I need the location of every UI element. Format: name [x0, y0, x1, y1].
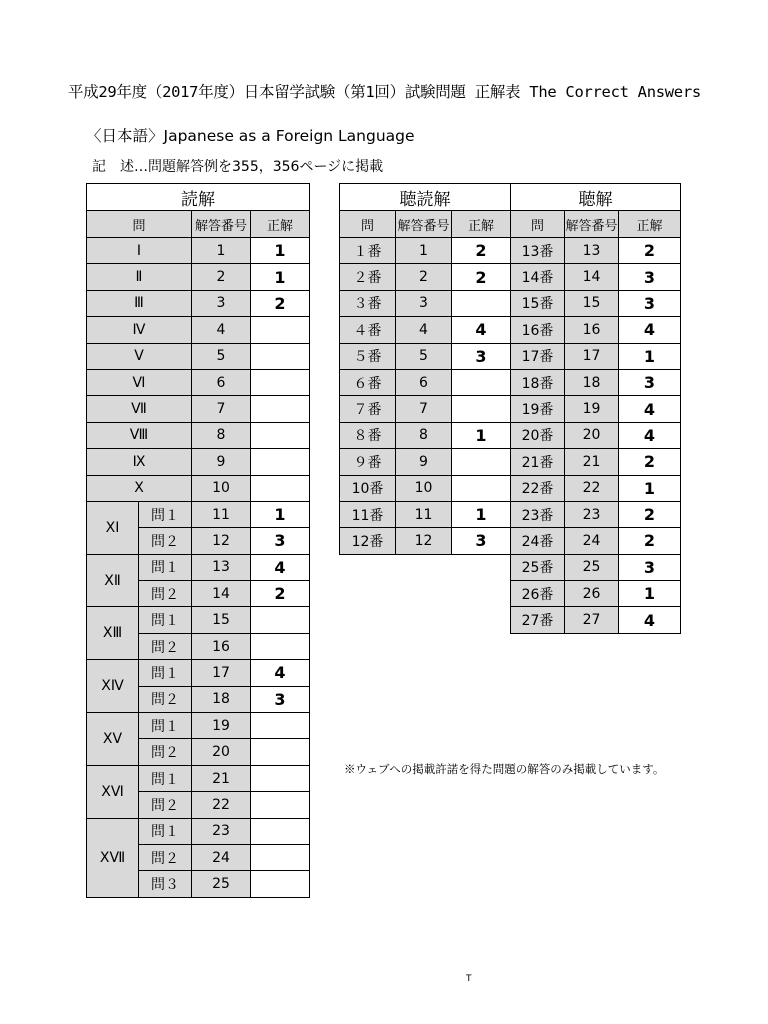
answer-number: 6: [192, 369, 251, 395]
table-row: [340, 290, 681, 316]
correct-answer: 4: [619, 422, 681, 448]
correct-answer: [251, 818, 310, 844]
question-label: 19番: [511, 396, 565, 422]
header-answer-number: 解答番号: [192, 211, 251, 238]
question-label: Ⅳ: [87, 317, 192, 343]
reading-title: 読解: [87, 184, 310, 211]
question-label: Ⅹ: [87, 475, 192, 501]
question-label: 14番: [511, 264, 565, 290]
question-label: 22番: [511, 475, 565, 501]
correct-answer: 2: [452, 264, 511, 290]
header-answer-number: 解答番号: [396, 211, 452, 238]
table-row: [87, 238, 310, 264]
question-label: 27番: [511, 607, 565, 633]
correct-answer: [251, 633, 310, 659]
sub-question-label: 問３: [139, 871, 192, 897]
page-mark: T: [466, 974, 472, 984]
table-row: [87, 660, 310, 686]
question-label: ５番: [340, 343, 396, 369]
sub-question-label: 問１: [139, 660, 192, 686]
question-label: 25番: [511, 554, 565, 580]
question-label: ６番: [340, 369, 396, 395]
table-row: [340, 475, 681, 501]
correct-answer: [251, 713, 310, 739]
question-label: Ⅵ: [87, 369, 192, 395]
answer-number: 7: [192, 396, 251, 422]
correct-answer: 2: [452, 238, 511, 264]
reading-answer-table: [86, 183, 310, 898]
table-row: [340, 343, 681, 369]
correct-answer: 1: [452, 501, 511, 527]
question-label: 20番: [511, 422, 565, 448]
correct-answer: 3: [619, 264, 681, 290]
correct-answer: 2: [251, 290, 310, 316]
answer-number: 27: [565, 607, 619, 633]
answer-number: 18: [192, 686, 251, 712]
correct-answer: 2: [251, 581, 310, 607]
correct-answer: [452, 290, 511, 316]
table-row: [87, 818, 310, 844]
header-answer-number: 解答番号: [565, 211, 619, 238]
section-heading: 〈日本語〉Japanese as a Foreign Language: [86, 127, 415, 145]
correct-answer: 3: [619, 290, 681, 316]
answer-number: 22: [565, 475, 619, 501]
answer-number: 26: [565, 581, 619, 607]
question-label: 10番: [340, 475, 396, 501]
question-label: ４番: [340, 317, 396, 343]
table-row: [340, 422, 681, 448]
answer-number: 3: [396, 290, 452, 316]
answer-number: 25: [192, 871, 251, 897]
answer-number: 13: [565, 238, 619, 264]
empty-cell: [340, 607, 511, 633]
answer-number: 15: [192, 607, 251, 633]
correct-answer: 2: [619, 238, 681, 264]
question-label: Ⅶ: [87, 396, 192, 422]
answer-number: 20: [565, 422, 619, 448]
question-label: Ⅷ: [87, 422, 192, 448]
correct-answer: [251, 396, 310, 422]
reading-header-row: [87, 211, 310, 238]
table-row: [87, 713, 310, 739]
answer-number: 8: [396, 422, 452, 448]
answer-number: 3: [192, 290, 251, 316]
answer-number: 21: [565, 449, 619, 475]
table-row: [87, 765, 310, 791]
table-row: [87, 501, 310, 527]
sub-question-label: 問１: [139, 501, 192, 527]
answer-number: 17: [565, 343, 619, 369]
question-group-label: ⅩⅡ: [87, 554, 139, 607]
correct-answer: 4: [619, 317, 681, 343]
answer-number: 13: [192, 554, 251, 580]
correct-answer: 4: [619, 396, 681, 422]
answer-number: 5: [192, 343, 251, 369]
question-label: Ⅰ: [87, 238, 192, 264]
answer-number: 1: [396, 238, 452, 264]
correct-answer: [251, 607, 310, 633]
answer-number: 21: [192, 765, 251, 791]
correct-answer: [452, 449, 511, 475]
answer-number: 24: [192, 844, 251, 870]
question-label: 12番: [340, 528, 396, 554]
table-row: [340, 554, 681, 580]
sub-question-label: 問１: [139, 554, 192, 580]
question-group-label: ⅩⅣ: [87, 660, 139, 713]
answer-number: 23: [192, 818, 251, 844]
question-group-label: ⅩⅥ: [87, 765, 139, 818]
correct-answer: 3: [619, 554, 681, 580]
sub-question-label: 問１: [139, 765, 192, 791]
correct-answer: 1: [619, 343, 681, 369]
answer-number: 4: [396, 317, 452, 343]
correct-answer: 4: [452, 317, 511, 343]
table-row: [87, 396, 310, 422]
answer-number: 2: [192, 264, 251, 290]
question-label: Ⅲ: [87, 290, 192, 316]
answer-number: 10: [396, 475, 452, 501]
table-row: [87, 475, 310, 501]
table-row: [340, 501, 681, 527]
question-group-label: ⅩⅢ: [87, 607, 139, 660]
listening-title: 聴解: [511, 184, 681, 211]
correct-answer: [251, 871, 310, 897]
empty-cell: [340, 581, 511, 607]
answer-number: 5: [396, 343, 452, 369]
correct-answer: 1: [619, 475, 681, 501]
correct-answer: 4: [619, 607, 681, 633]
header-question: 問: [87, 211, 192, 238]
question-label: 24番: [511, 528, 565, 554]
correct-answer: [251, 844, 310, 870]
correct-answer: [251, 792, 310, 818]
correct-answer: [452, 475, 511, 501]
question-label: 13番: [511, 238, 565, 264]
question-label: 15番: [511, 290, 565, 316]
answer-number: 18: [565, 369, 619, 395]
correct-answer: 3: [619, 369, 681, 395]
correct-answer: 2: [619, 528, 681, 554]
correct-answer: 3: [452, 528, 511, 554]
question-label: ９番: [340, 449, 396, 475]
header-correct-answer: 正解: [619, 211, 681, 238]
correct-answer: [251, 422, 310, 448]
answer-number: 16: [192, 633, 251, 659]
correct-answer: 3: [251, 686, 310, 712]
written-section-note: 記 述…問題解答例を355，356ページに掲載: [92, 159, 384, 175]
empty-cell: [340, 554, 511, 580]
correct-answer: 2: [619, 449, 681, 475]
answer-number: 14: [192, 581, 251, 607]
question-label: ８番: [340, 422, 396, 448]
reading-table-body: [87, 184, 310, 898]
footnote: ※ウェブへの掲載許諾を得た問題の解答のみ掲載しています。: [344, 762, 665, 776]
answer-number: 22: [192, 792, 251, 818]
question-label: 23番: [511, 501, 565, 527]
sub-question-label: 問１: [139, 713, 192, 739]
correct-answer: [251, 343, 310, 369]
answer-number: 12: [192, 528, 251, 554]
sub-question-label: 問１: [139, 607, 192, 633]
correct-answer: [251, 369, 310, 395]
answer-number: 16: [565, 317, 619, 343]
table-row: [87, 607, 310, 633]
table-row: [340, 528, 681, 554]
table-row: [340, 238, 681, 264]
table-row: [87, 554, 310, 580]
question-label: 11番: [340, 501, 396, 527]
correct-answer: [251, 739, 310, 765]
correct-answer: 1: [251, 238, 310, 264]
answer-number: 19: [192, 713, 251, 739]
correct-answer: 4: [251, 554, 310, 580]
listening-reading-title: 聴読解: [340, 184, 511, 211]
sub-question-label: 問２: [139, 792, 192, 818]
correct-answer: [452, 396, 511, 422]
table-row: [340, 317, 681, 343]
answer-number: 10: [192, 475, 251, 501]
question-label: 21番: [511, 449, 565, 475]
answer-number: 8: [192, 422, 251, 448]
table-row: [87, 343, 310, 369]
correct-answer: [251, 765, 310, 791]
table-row: [340, 396, 681, 422]
correct-answer: [251, 317, 310, 343]
answer-number: 17: [192, 660, 251, 686]
listening-title-row: [340, 184, 681, 211]
answer-number: 12: [396, 528, 452, 554]
question-label: Ⅴ: [87, 343, 192, 369]
table-row: [87, 317, 310, 343]
sub-question-label: 問２: [139, 528, 192, 554]
correct-answer: 2: [619, 501, 681, 527]
table-row: [340, 581, 681, 607]
question-label: ７番: [340, 396, 396, 422]
table-row: [87, 264, 310, 290]
question-label: １番: [340, 238, 396, 264]
question-label: Ⅸ: [87, 449, 192, 475]
question-label: 18番: [511, 369, 565, 395]
answer-number: 20: [192, 739, 251, 765]
header-question: 問: [511, 211, 565, 238]
answer-number: 23: [565, 501, 619, 527]
answer-number: 15: [565, 290, 619, 316]
question-label: 16番: [511, 317, 565, 343]
listening-header-row: [340, 211, 681, 238]
correct-answer: [251, 449, 310, 475]
correct-answer: 1: [619, 581, 681, 607]
header-correct-answer: 正解: [452, 211, 511, 238]
table-row: [340, 264, 681, 290]
sub-question-label: 問１: [139, 818, 192, 844]
answer-number: 7: [396, 396, 452, 422]
sub-question-label: 問２: [139, 686, 192, 712]
question-label: Ⅱ: [87, 264, 192, 290]
answer-number: 14: [565, 264, 619, 290]
question-group-label: ⅩⅠ: [87, 501, 139, 554]
sub-question-label: 問２: [139, 844, 192, 870]
table-row: [87, 369, 310, 395]
answer-number: 24: [565, 528, 619, 554]
answer-number: 1: [192, 238, 251, 264]
question-label: ３番: [340, 290, 396, 316]
sub-question-label: 問２: [139, 739, 192, 765]
question-label: 26番: [511, 581, 565, 607]
header-correct-answer: 正解: [251, 211, 310, 238]
correct-answer: 4: [251, 660, 310, 686]
correct-answer: 3: [251, 528, 310, 554]
question-label: ２番: [340, 264, 396, 290]
correct-answer: [452, 369, 511, 395]
table-row: [87, 422, 310, 448]
reading-title-row: [87, 184, 310, 211]
sub-question-label: 問２: [139, 581, 192, 607]
answer-number: 19: [565, 396, 619, 422]
correct-answer: [251, 475, 310, 501]
header-question: 問: [340, 211, 396, 238]
answer-number: 9: [192, 449, 251, 475]
answer-number: 25: [565, 554, 619, 580]
correct-answer: 3: [452, 343, 511, 369]
listening-answer-table: [339, 183, 681, 634]
answer-number: 9: [396, 449, 452, 475]
answer-number: 4: [192, 317, 251, 343]
listening-table-body: [340, 184, 681, 634]
table-row: [340, 607, 681, 633]
table-row: [340, 449, 681, 475]
correct-answer: 1: [251, 501, 310, 527]
answer-number: 11: [396, 501, 452, 527]
page-title: 平成29年度（2017年度）日本留学試験（第1回）試験問題 正解表 The Correct Answers: [68, 83, 701, 101]
question-label: 17番: [511, 343, 565, 369]
table-row: [87, 449, 310, 475]
answer-number: 6: [396, 369, 452, 395]
sub-question-label: 問２: [139, 633, 192, 659]
table-row: [340, 369, 681, 395]
correct-answer: 1: [251, 264, 310, 290]
answer-number: 2: [396, 264, 452, 290]
question-group-label: ⅩⅦ: [87, 818, 139, 897]
question-group-label: ⅩⅤ: [87, 713, 139, 766]
answer-number: 11: [192, 501, 251, 527]
table-row: [87, 290, 310, 316]
correct-answer: 1: [452, 422, 511, 448]
